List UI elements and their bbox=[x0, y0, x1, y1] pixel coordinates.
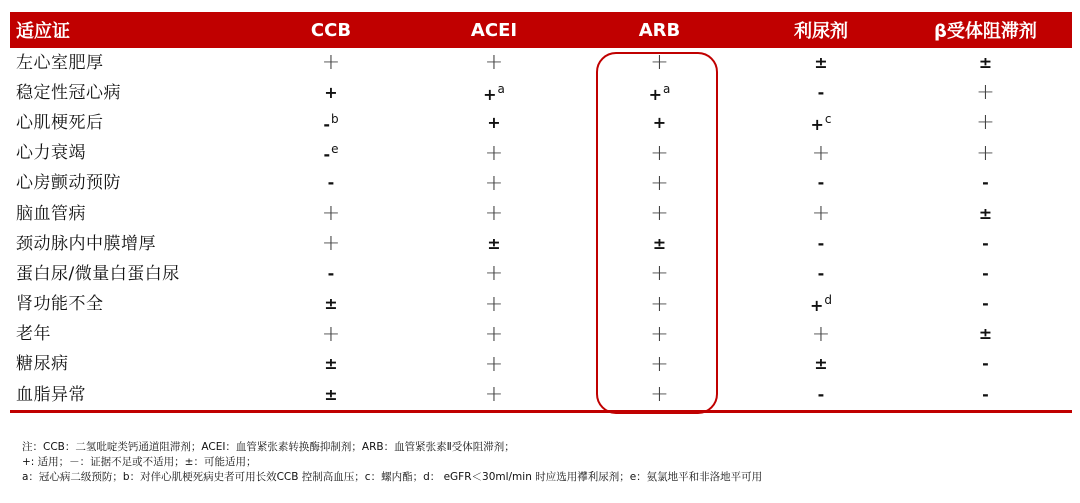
table-row bbox=[10, 350, 1072, 380]
cell-symbol: + bbox=[976, 80, 995, 106]
cell-symbol: + bbox=[650, 321, 669, 347]
table-cell bbox=[743, 108, 899, 138]
table-cell bbox=[412, 320, 576, 350]
header-beta-blocker: β受体阻滞剂 bbox=[934, 21, 1037, 42]
table-cell bbox=[899, 108, 1072, 138]
table-cell bbox=[412, 78, 576, 108]
table-cell bbox=[743, 139, 899, 169]
cell-symbol: ± bbox=[814, 354, 828, 374]
cell-symbol: - bbox=[982, 294, 989, 314]
row-label: 蛋白尿/微量白蛋白尿 bbox=[16, 263, 180, 284]
table-cell bbox=[899, 350, 1072, 380]
cell-symbol: + bbox=[650, 140, 669, 166]
cell-symbol: + bbox=[484, 382, 504, 408]
cell-symbol: + bbox=[487, 112, 501, 132]
table-cell bbox=[250, 229, 412, 259]
table-cell bbox=[250, 139, 412, 169]
table-cell bbox=[576, 169, 743, 199]
cell-symbol: + bbox=[484, 50, 504, 76]
row-label: 心力衰竭 bbox=[16, 143, 86, 164]
table-cell bbox=[743, 169, 899, 199]
row-label: 心肌梗死后 bbox=[16, 112, 104, 133]
table-cell bbox=[743, 290, 899, 320]
cell-symbol: - bbox=[817, 384, 825, 404]
footnotes bbox=[22, 440, 762, 485]
cell-symbol: + bbox=[321, 231, 341, 257]
table-cell bbox=[250, 48, 412, 78]
table-cell bbox=[576, 259, 743, 289]
table-row bbox=[10, 199, 1072, 229]
table-cell bbox=[576, 48, 743, 78]
cell-footnote-mark: a bbox=[663, 81, 671, 96]
cell-symbol: ± bbox=[978, 52, 993, 72]
table-cell bbox=[743, 320, 899, 350]
cell-symbol: + bbox=[321, 50, 341, 76]
cell-symbol: + bbox=[648, 84, 663, 104]
table-cell bbox=[743, 350, 899, 380]
table-cell bbox=[576, 350, 743, 380]
cell-symbol: + bbox=[976, 140, 995, 166]
table-cell bbox=[250, 380, 412, 410]
table-cell bbox=[743, 78, 899, 108]
table-cell bbox=[743, 380, 899, 410]
cell-footnote-mark: c bbox=[824, 112, 832, 127]
table-cell bbox=[576, 229, 743, 259]
table-cell bbox=[899, 169, 1072, 199]
cell-symbol: - bbox=[327, 173, 335, 193]
table-row bbox=[10, 259, 1072, 289]
header-indication: 适应证 bbox=[16, 21, 70, 42]
table-cell bbox=[576, 380, 743, 410]
table-cell bbox=[899, 48, 1072, 78]
cell-symbol: + bbox=[811, 321, 831, 347]
cell-symbol: - bbox=[323, 114, 330, 134]
cell-symbol: + bbox=[652, 112, 667, 132]
cell-symbol: + bbox=[650, 291, 669, 317]
cell-symbol: - bbox=[817, 263, 825, 283]
table-cell bbox=[412, 259, 576, 289]
table-cell bbox=[899, 290, 1072, 320]
header-ccb: CCB bbox=[310, 19, 352, 41]
cell-symbol: ± bbox=[978, 324, 993, 344]
table-cell bbox=[899, 259, 1072, 289]
cell-symbol: + bbox=[650, 382, 669, 408]
table-row bbox=[10, 290, 1072, 320]
table-cell bbox=[743, 199, 899, 229]
indication-table-container bbox=[10, 12, 1072, 413]
footnote-superscripts: a：冠心病二级预防；b：对伴心肌梗死病史者可用长效CCB 控制高血压；c：螺内酯；d： eGFR＜30ml/min 时应选用襻利尿剂；e：氨氯地平和非洛地平可用 bbox=[22, 471, 763, 483]
cell-symbol: ± bbox=[324, 354, 338, 374]
table-cell bbox=[250, 108, 412, 138]
table-cell bbox=[412, 108, 576, 138]
table-cell bbox=[899, 320, 1072, 350]
footnote-abbreviations: 注：CCB：二氢吡啶类钙通道阻滞剂；ACEI：血管紧张素转换酶抑制剂；ARB：血管紧张素Ⅱ受体阻滞剂； bbox=[22, 441, 515, 453]
table-cell bbox=[250, 320, 412, 350]
cell-symbol: - bbox=[982, 263, 989, 283]
cell-footnote-mark: b bbox=[331, 112, 339, 127]
table-row bbox=[10, 229, 1072, 259]
table-header-row bbox=[10, 12, 1072, 48]
table-cell bbox=[412, 229, 576, 259]
cell-symbol: ± bbox=[487, 233, 501, 253]
cell-symbol: + bbox=[650, 201, 669, 227]
cell-symbol: ± bbox=[324, 384, 338, 404]
cell-symbol: + bbox=[484, 321, 504, 347]
header-acei: ACEI bbox=[470, 19, 518, 41]
table-cell bbox=[412, 169, 576, 199]
cell-footnote-mark: a bbox=[497, 81, 505, 96]
cell-symbol: + bbox=[484, 140, 504, 166]
table-cell bbox=[412, 290, 576, 320]
cell-symbol: ± bbox=[324, 294, 338, 314]
cell-symbol: + bbox=[650, 170, 669, 196]
row-label: 血脂异常 bbox=[16, 384, 86, 405]
row-label: 肾功能不全 bbox=[16, 294, 104, 315]
table-cell bbox=[576, 108, 743, 138]
table-cell bbox=[250, 259, 412, 289]
cell-symbol: ± bbox=[978, 203, 993, 223]
cell-symbol: + bbox=[810, 114, 824, 134]
cell-symbol: ± bbox=[814, 52, 828, 72]
cell-symbol: - bbox=[323, 144, 331, 164]
row-label: 老年 bbox=[16, 324, 51, 345]
cell-symbol: + bbox=[650, 351, 669, 377]
cell-symbol: - bbox=[817, 233, 825, 253]
cell-footnote-mark: e bbox=[331, 142, 339, 157]
cell-symbol: - bbox=[817, 173, 825, 193]
table-cell bbox=[576, 320, 743, 350]
table-cell bbox=[412, 48, 576, 78]
cell-symbol: + bbox=[321, 201, 341, 227]
table-cell bbox=[576, 139, 743, 169]
table-cell bbox=[250, 199, 412, 229]
cell-symbol: - bbox=[982, 384, 989, 404]
table-cell bbox=[899, 199, 1072, 229]
cell-symbol: + bbox=[484, 170, 504, 196]
table-cell bbox=[250, 350, 412, 380]
cell-symbol: + bbox=[650, 50, 669, 76]
cell-symbol: ± bbox=[652, 233, 667, 253]
table-bottom-rule bbox=[10, 410, 1072, 413]
table-row bbox=[10, 139, 1072, 169]
cell-symbol: + bbox=[650, 261, 669, 287]
table-row bbox=[10, 320, 1072, 350]
cell-symbol: - bbox=[982, 173, 989, 193]
cell-symbol: - bbox=[817, 82, 825, 102]
table-body bbox=[10, 48, 1072, 410]
table-row bbox=[10, 169, 1072, 199]
table-cell bbox=[412, 139, 576, 169]
cell-symbol: + bbox=[809, 295, 824, 315]
cell-symbol: - bbox=[982, 233, 989, 253]
row-label: 左心室肥厚 bbox=[16, 52, 104, 73]
header-arb: ARB bbox=[638, 19, 681, 41]
row-label: 糖尿病 bbox=[16, 354, 69, 375]
row-label: 稳定性冠心病 bbox=[16, 82, 121, 103]
cell-symbol: + bbox=[484, 261, 504, 287]
row-label: 心房颤动预防 bbox=[16, 173, 121, 194]
table-cell bbox=[250, 78, 412, 108]
table-cell bbox=[899, 78, 1072, 108]
cell-footnote-mark: d bbox=[824, 293, 833, 308]
row-label: 颈动脉内中膜增厚 bbox=[16, 233, 156, 254]
table-cell bbox=[576, 290, 743, 320]
cell-symbol: + bbox=[324, 82, 338, 102]
table-cell bbox=[412, 380, 576, 410]
table-cell bbox=[743, 229, 899, 259]
header-diuretic: 利尿剂 bbox=[794, 21, 848, 42]
table-cell bbox=[412, 199, 576, 229]
cell-symbol: + bbox=[811, 201, 831, 227]
table-row bbox=[10, 48, 1072, 78]
table-cell bbox=[899, 139, 1072, 169]
cell-symbol: + bbox=[484, 351, 504, 377]
row-label: 脑血管病 bbox=[16, 203, 86, 224]
cell-symbol: - bbox=[982, 354, 989, 374]
table-cell bbox=[250, 290, 412, 320]
table-row bbox=[10, 78, 1072, 108]
cell-symbol: - bbox=[327, 263, 335, 283]
table-cell bbox=[743, 48, 899, 78]
cell-symbol: + bbox=[483, 84, 497, 104]
cell-symbol: + bbox=[321, 321, 341, 347]
table-cell bbox=[899, 229, 1072, 259]
cell-symbol: + bbox=[484, 201, 504, 227]
table-cell bbox=[250, 169, 412, 199]
table-cell bbox=[412, 350, 576, 380]
cell-symbol: + bbox=[811, 140, 831, 166]
table-row bbox=[10, 108, 1072, 138]
table-cell bbox=[576, 78, 743, 108]
table-cell bbox=[743, 259, 899, 289]
table-cell bbox=[899, 380, 1072, 410]
cell-symbol: + bbox=[976, 110, 995, 136]
indication-table bbox=[10, 12, 1072, 410]
cell-symbol: + bbox=[484, 291, 504, 317]
table-cell bbox=[576, 199, 743, 229]
footnote-symbols: +: 适用；－：证据不足或不适用；±：可能适用； bbox=[22, 456, 257, 468]
table-row bbox=[10, 380, 1072, 410]
